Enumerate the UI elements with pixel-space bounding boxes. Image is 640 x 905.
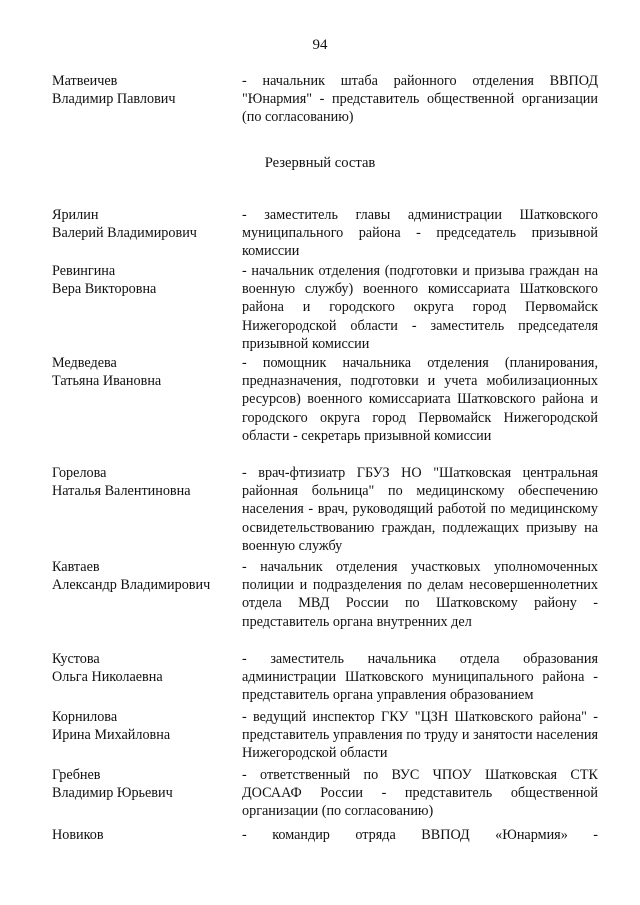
member-surname: Кавтаев [52,559,100,575]
member-given-names: Валерий Владимирович [52,225,197,242]
member-surname: Ревингина [52,263,116,279]
member-surname: Корнилова [52,709,118,725]
member-surname: Горелова [52,465,107,481]
member-role: - начальник отделения участковых уполномоченных полиции и подразделения по делам несовершеннолетних отдела МВД России по Шатковскому району - представитель органа внутренних дел [242,559,598,630]
member-role: - помощник начальника отделения (планирования, предназначения, подготовки и учета мобилизационных ресурсов) военного комиссариата Шатковского района и городского округа город Первомайск Нижегородской области - секретарь призывной комиссии [242,355,598,444]
member-surname: Кустова [52,651,100,667]
member-name [52,766,232,802]
member-given-names: Ирина Михайловна [52,727,171,744]
member-given-names: Татьяна Ивановна [52,373,162,390]
member-name [52,464,232,500]
member-role: - командир отряда ВВПОД «Юнармия» - [242,827,598,843]
member-name [52,826,232,844]
member-role: - заместитель начальника отдела образования администрации Шатковского муниципального района - представитель органа управления образованием [242,651,598,704]
member-given-names: Вера Викторовна [52,281,157,298]
member-given-names: Александр Владимирович [52,577,211,594]
member-role: - ответственный по ВУС ЧПОУ Шатковская СТК ДОСААФ России - представитель общественной организации (по согласованию) [242,767,598,820]
member-name [52,262,232,298]
member-role: - ведущий инспектор ГКУ "ЦЗН Шатковского района" - представитель управления по труду и занятости населения Нижегородской области [242,709,598,762]
member-name [52,558,232,594]
member-role: - начальник штаба районного отделения ВВПОД "Юнармия" - представитель общественной организации (по согласованию) [242,73,598,126]
member-surname: Медведева [52,355,117,371]
member-role: - заместитель главы администрации Шатковского муниципального района - председатель призывной комиссии [242,207,598,260]
member-surname: Гребнев [52,767,101,783]
member-name [52,708,232,744]
member-surname: Ярилин [52,207,99,223]
member-name [52,206,232,242]
member-name [52,650,232,686]
member-given-names: Ольга Николаевна [52,669,163,686]
member-name [52,72,232,108]
member-given-names: Владимир Павлович [52,91,176,108]
member-surname: Новиков [52,827,104,843]
page-number: 94 [312,37,328,53]
member-name [52,354,232,390]
member-given-names: Владимир Юрьевич [52,785,173,802]
section-heading: Резервный состав [264,155,376,171]
member-surname: Матвеичев [52,73,118,89]
member-role: - врач-фтизиатр ГБУЗ НО "Шатковская центральная районная больница" по медицинскому обеспечению населения - врач, руководящий работой по медицинскому освидетельствованию граждан, подлежащих призыву на военную службу [242,465,598,554]
member-role: - начальник отделения (подготовки и призыва граждан на военную службу) военного комиссариата Шатковского района и городского округа город Первомайск Нижегородской области - заместитель председателя призывной комиссии [242,263,598,352]
member-given-names: Наталья Валентиновна [52,483,191,500]
